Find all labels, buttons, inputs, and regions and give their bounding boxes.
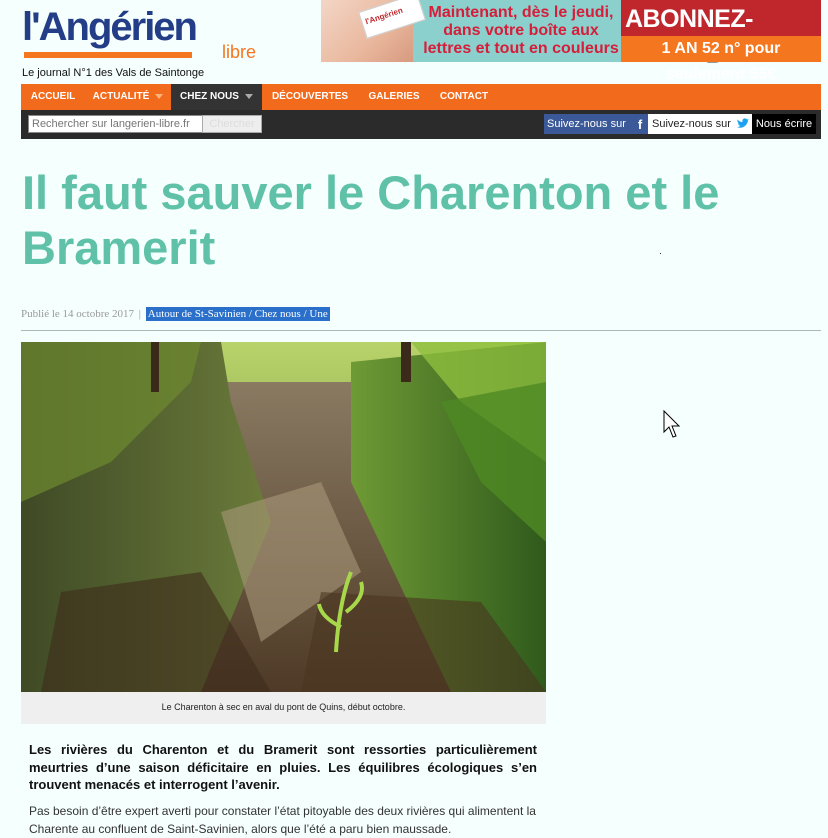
nav-item-chez-nous[interactable]	[171, 84, 262, 110]
ad-cta-title: ABONNEZ-	[625, 5, 753, 33]
ad-text: Maintenant, dès le jeudi, dans votre boîte aux lettres et tout en couleurs	[423, 4, 619, 57]
photo-caption: Le Charenton à sec en aval du pont de Quins, début octobre.	[161, 702, 406, 712]
chevron-down-icon	[155, 94, 163, 99]
ad-cta[interactable]	[621, 0, 821, 83]
meta-separator: |	[138, 308, 141, 320]
follow-twitter-label: Suivez-nous sur	[652, 118, 731, 130]
mouse-cursor-icon	[663, 410, 681, 442]
nav-item-label: CONTACT	[439, 91, 489, 102]
nav-item-label: DÉCOUVERTES	[271, 91, 349, 102]
photo-caption-box	[21, 692, 546, 724]
nav-item-actualite[interactable]	[85, 84, 171, 110]
nav-item-contact[interactable]	[430, 84, 498, 110]
nav-item-label: ACTUALITÉ	[92, 91, 150, 102]
article-title: Il faut sauver le Charenton et le Bramerit	[22, 166, 720, 274]
article-lead: Les rivières du Charenton et du Bramerit sont ressorties particulièrement meurtries d’une saison déficitaire en pluies. Les équilibres écologiques s’en trouvent menacés et interrogent l’avenir.	[29, 742, 537, 792]
article-meta	[21, 308, 330, 320]
subscription-ad-banner[interactable]	[321, 0, 821, 83]
meta-divider	[21, 330, 821, 331]
category-links[interactable]: Autour de St-Savinien / Chez nous / Une	[147, 308, 328, 320]
follow-facebook-label: Suivez-nous sur	[547, 118, 626, 130]
nav-item-label: GALERIES	[368, 91, 420, 102]
search-toolbar	[21, 110, 821, 139]
site-logo[interactable]	[22, 4, 272, 64]
twitter-icon	[736, 117, 750, 131]
newspaper-label: l'Angérien	[364, 5, 404, 27]
write-to-us-button[interactable]: Nous écrire	[752, 114, 816, 134]
article-photo	[21, 342, 546, 692]
nav-item-galeries[interactable]	[358, 84, 430, 110]
nav-item-label: ACCUEIL	[30, 91, 76, 102]
logo-underline	[24, 52, 192, 58]
article-body: Pas besoin d’être expert averti pour constater l’état pitoyable des deux rivières qui alimentent la Charente au confluent de Saint-Savinien, alors que l’été a paru bien maussade.	[29, 804, 536, 836]
nav-item-label: CHEZ NOUS	[180, 91, 239, 102]
site-tagline: Le journal N°1 des Vals de Saintonge	[22, 67, 205, 79]
follow-twitter-button[interactable]	[648, 114, 752, 134]
main-nav	[21, 84, 821, 110]
logo-subtitle: libre	[222, 42, 257, 62]
nav-item-decouvertes[interactable]	[262, 84, 358, 110]
logo-text: l'Angérien	[22, 5, 196, 49]
ad-cta-offer: 1 AN 52 n° pour seulement 55€	[621, 36, 821, 62]
search-input[interactable]	[28, 115, 206, 133]
follow-facebook-button[interactable]	[544, 114, 649, 134]
published-date: Publié le 14 octobre 2017	[21, 308, 135, 320]
riverbed-illustration	[21, 342, 546, 692]
stray-dot	[660, 253, 661, 254]
nav-item-accueil[interactable]	[21, 84, 85, 110]
search-button[interactable]: Chercher	[202, 115, 262, 133]
chevron-down-icon	[245, 94, 253, 99]
facebook-icon: f	[637, 117, 643, 132]
